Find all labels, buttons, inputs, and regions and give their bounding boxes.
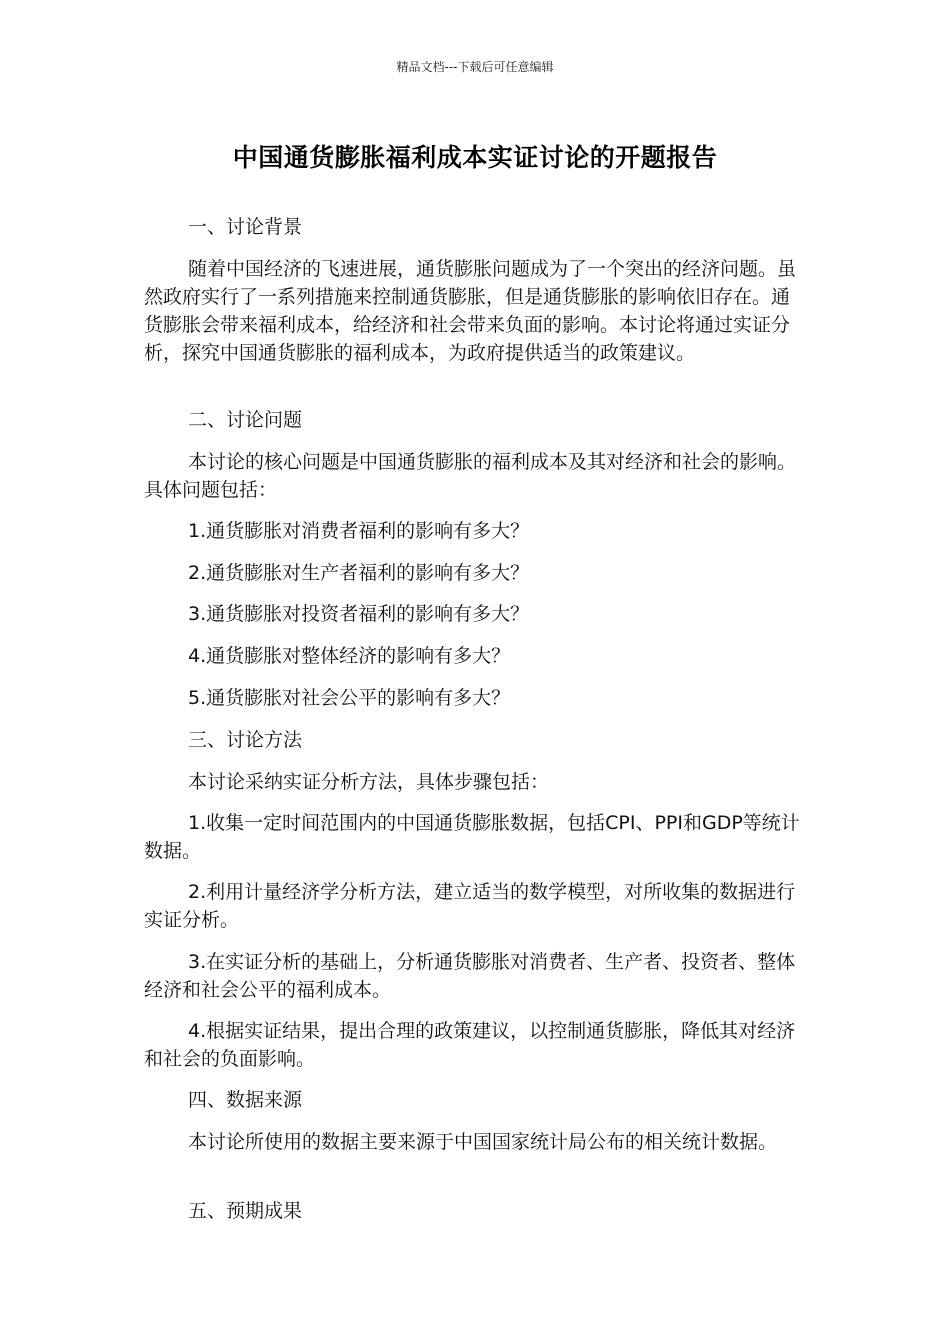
section-heading-background: 一、讨论背景 bbox=[188, 216, 303, 238]
header-note: 精品文档---下载后可任意编辑 bbox=[396, 60, 554, 74]
section-heading-data-source: 四、数据来源 bbox=[188, 1089, 303, 1111]
data-source-paragraph: 本讨论所使用的数据主要来源于中国国家统计局公布的相关统计数据。 bbox=[188, 1131, 778, 1153]
method-step: 3.在实证分析的基础上，分析通货膨胀对消费者、生产者、投资者、整体经济和社会公平的福利成本。 bbox=[144, 951, 796, 1001]
section-heading-questions: 二、讨论问题 bbox=[188, 409, 303, 431]
document-title: 中国通货膨胀福利成本实证讨论的开题报告 bbox=[232, 143, 718, 172]
method-step: 2.利用计量经济学分析方法，建立适当的数学模型，对所收集的数据进行实证分析。 bbox=[144, 881, 796, 931]
question-item: 2.通货膨胀对生产者福利的影响有多大？ bbox=[188, 562, 530, 584]
questions-intro: 本讨论的核心问题是中国通货膨胀的福利成本及其对经济和社会的影响。具体问题包括： bbox=[144, 451, 797, 501]
method-step: 4.根据实证结果，提出合理的政策建议，以控制通货膨胀，降低其对经济和社会的负面影响。 bbox=[144, 1020, 796, 1070]
background-paragraph: 随着中国经济的飞速进展，通货膨胀问题成为了一个突出的经济问题。虽然政府实行了一系列措施来控制通货膨胀，但是通货膨胀的影响依旧存在。通货膨胀会带来福利成本，给经济和社会带来负面的影响。本讨论将通过实证分析，探究中国通货膨胀的福利成本，为政府提供适当的政策建议。 bbox=[144, 258, 797, 364]
section-heading-methods: 三、讨论方法 bbox=[188, 729, 303, 751]
question-item: 3.通货膨胀对投资者福利的影响有多大？ bbox=[188, 603, 530, 625]
question-item: 4.通货膨胀对整体经济的影响有多大？ bbox=[188, 645, 511, 667]
question-item: 5.通货膨胀对社会公平的影响有多大？ bbox=[188, 687, 511, 709]
method-step: 1.收集一定时间范围内的中国通货膨胀数据，包括CPI、PPI和GDP等统计数据。 bbox=[144, 812, 800, 862]
question-item: 1.通货膨胀对消费者福利的影响有多大？ bbox=[188, 520, 530, 542]
methods-intro: 本讨论采纳实证分析方法，具体步骤包括： bbox=[188, 771, 550, 793]
section-heading-results: 五、预期成果 bbox=[188, 1200, 303, 1222]
